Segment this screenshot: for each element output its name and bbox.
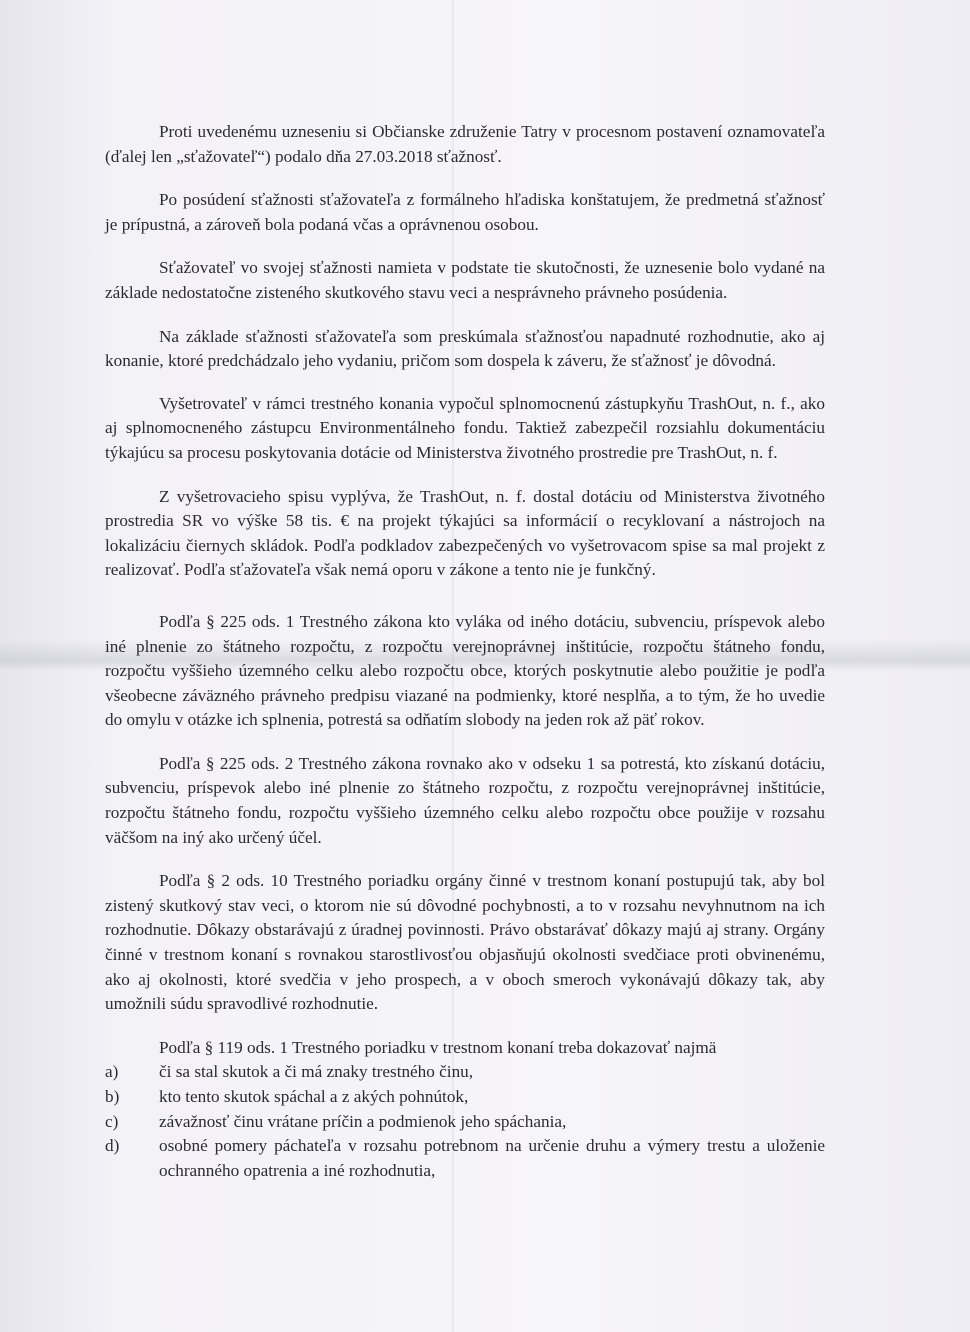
paragraph: Podľa § 119 ods. 1 Trestného poriadku v trestnom konaní treba dokazovať najmä [159,1037,717,1057]
paragraph: Vyšetrovateľ v rámci trestného konania vypočul splnomocnenú zástupkyňu TrashOut, n. f., ako aj splnomocneného zástupcu Environmentálneho fondu. Taktiež zabezpečil rozsiahlu dokumentáciu týkajúcu sa procesu poskytovania dotácie od Ministerstva životného prostredie pre TrashOut, n. f. [105,393,825,462]
enumerated-list [105,1060,825,1183]
paragraph: Z vyšetrovacieho spisu vyplýva, že TrashOut, n. f. dostal dotáciu od Ministerstva životného prostredia SR vo výške 58 tis. € na projekt týkajúci sa informácií o recyklovaní a nástrojoch na lokalizáciu čiernych skládok. Podľa podkladov zabezpečených vo vyšetrovacom spise sa mal projekt z realizovať. Podľa sťažovateľa však nemá oporu v zákone a tento nie je funkčný. [105,486,825,580]
list-item [105,1134,825,1183]
list-marker: b) [105,1087,120,1106]
list-item [105,1085,825,1110]
document-body [105,120,825,1183]
paragraph: Po posúdení sťažnosti sťažovateľa z formálneho hľadiska konštatujem, že predmetná sťažnosť je prípustná, a zároveň bola podaná včas a oprávnenou osobou. [105,190,825,234]
list-marker: c) [105,1111,119,1131]
paragraph: Na základe sťažnosti sťažovateľa som preskúmala sťažnosťou napadnuté rozhodnutie, ako aj konanie, ktoré predchádzalo jeho vydaniu, pričom som dospela k záveru, že sťažnosť je dôvodná. [105,326,825,371]
paragraph: Podľa § 225 ods. 2 Trestného zákona rovnako ako v odseku 1 sa potrestá, kto získanú dotáciu, subvenciu, príspevok alebo iné plnenie zo štátneho rozpočtu, z rozpočtu verejnoprávnej inštitúcie, rozpočtu štátneho fondu, rozpočtu vyššieho územného celku alebo rozpočtu obce použije v rozsahu väčšom na iný ako určený účel. [105,753,825,847]
list-item [105,1060,825,1085]
list-item [105,1110,825,1135]
list-marker: d) [105,1136,120,1156]
list-item-text: závažnosť činu vrátane príčin a podmienok jeho spáchania, [159,1111,567,1131]
paragraph: Proti uvedenému uzneseniu si Občianske združenie Tatry v procesnom postavení oznamovateľa (ďalej len „sťažovateľ“) podalo dňa 27.03.2018 sťažnosť. [105,122,825,166]
list-item-text: osobné pomery páchateľa v rozsahu potrebnom na určenie druhu a výmery trestu a uloženie ochranného opatrenia a iné rozhodnutia, [159,1136,825,1180]
list-marker: a) [105,1062,119,1082]
paragraph: Sťažovateľ vo svojej sťažnosti namieta v podstate tie skutočnosti, že uznesenie bolo vydané na základe nedostatočne zisteného skutkového stavu veci a nesprávneho právneho posúdenia. [105,258,825,302]
paragraph: Podľa § 225 ods. 1 Trestného zákona kto vyláka od iného dotáciu, subvenciu, príspevok alebo iné plnenie zo štátneho rozpočtu, z rozpočtu verejnoprávnej inštitúcie, rozpočtu štátneho fondu, rozpočtu vyššieho územného celku alebo rozpočtu obce, ktorých poskytnutie alebo použitie je podľa všeobecne záväzného právneho predpisu viazané na podmienky, ktoré nesplňa, a to tým, že ho uvedie do omylu v otázke ich splnenia, potrestá sa odňatím slobody na jeden rok až päť rokov. [105,611,825,730]
list-item-text: či sa stal skutok a či má znaky trestného činu, [159,1062,474,1082]
paragraph: Podľa § 2 ods. 10 Trestného poriadku orgány činné v trestnom konaní postupujú tak, aby bol zistený skutkový stav veci, o ktorom nie sú dôvodné pochybnosti, a to v rozsahu nevyhnutnom na ich rozhodnutie. Dôkazy obstarávajú z úradnej povinnosti. Právo obstarávať dôkazy majú aj strany. Orgány činné v trestnom konaní s rovnakou starostlivosťou objasňujú okolnosti svedčiace proti obvinenému, ako aj okolnosti, ktoré svedčia v jeho prospech, a v oboch smeroch vykonávajú dôkazy tak, aby umožnili súdu spravodlivé rozhodnutie. [105,871,825,1014]
list-item-text: kto tento skutok spáchal a z akých pohnútok, [159,1087,469,1106]
